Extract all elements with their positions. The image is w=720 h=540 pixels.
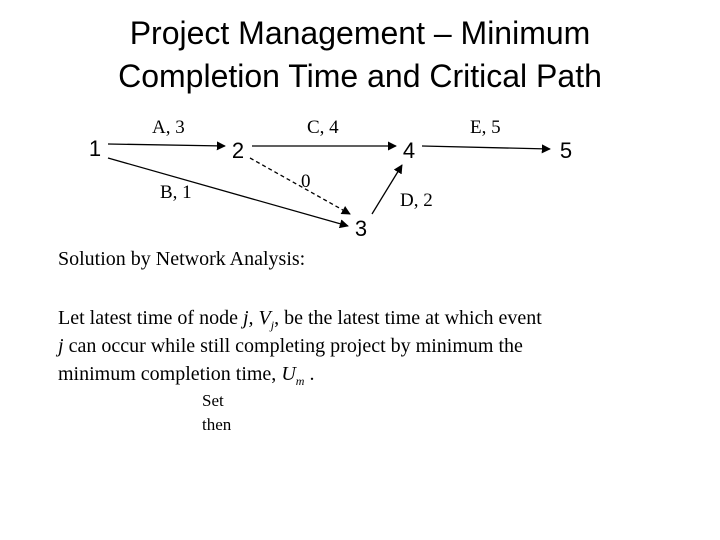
edge-label-c: C, 4 (307, 117, 339, 138)
edge-dummy (250, 158, 350, 214)
edge-label-d: D, 2 (400, 190, 433, 211)
node-1: 1 (88, 136, 102, 161)
project-network-diagram (0, 0, 720, 260)
edge-d (372, 165, 402, 214)
definition-line-3: minimum completion time, $U_m$ . (58, 363, 315, 388)
definition-line-1: Let latest time of node j, $V_j$, be the latest time at which event (58, 307, 542, 332)
node-3: 3 (354, 216, 368, 241)
node-4: 4 (402, 138, 416, 163)
step-label-then: then (202, 415, 232, 434)
edge-label-a: A, 3 (152, 117, 185, 138)
solution-heading: Solution by Network Analysis: (58, 248, 306, 270)
edge-label-e: E, 5 (470, 117, 501, 138)
step-label-set: Set (202, 391, 224, 410)
edge-e (422, 146, 550, 149)
edge-a (108, 144, 225, 146)
node-5: 5 (559, 138, 573, 163)
slide-title-line-1: Project Management – Minimum (129, 15, 591, 51)
node-2: 2 (231, 138, 245, 163)
definition-line-2: j can occur while still completing project by minimum the (58, 335, 523, 357)
edge-label-b: B, 1 (160, 182, 192, 203)
slide-title-line-2: Completion Time and Critical Path (118, 58, 602, 94)
edge-label-dummy: 0 (301, 171, 311, 192)
